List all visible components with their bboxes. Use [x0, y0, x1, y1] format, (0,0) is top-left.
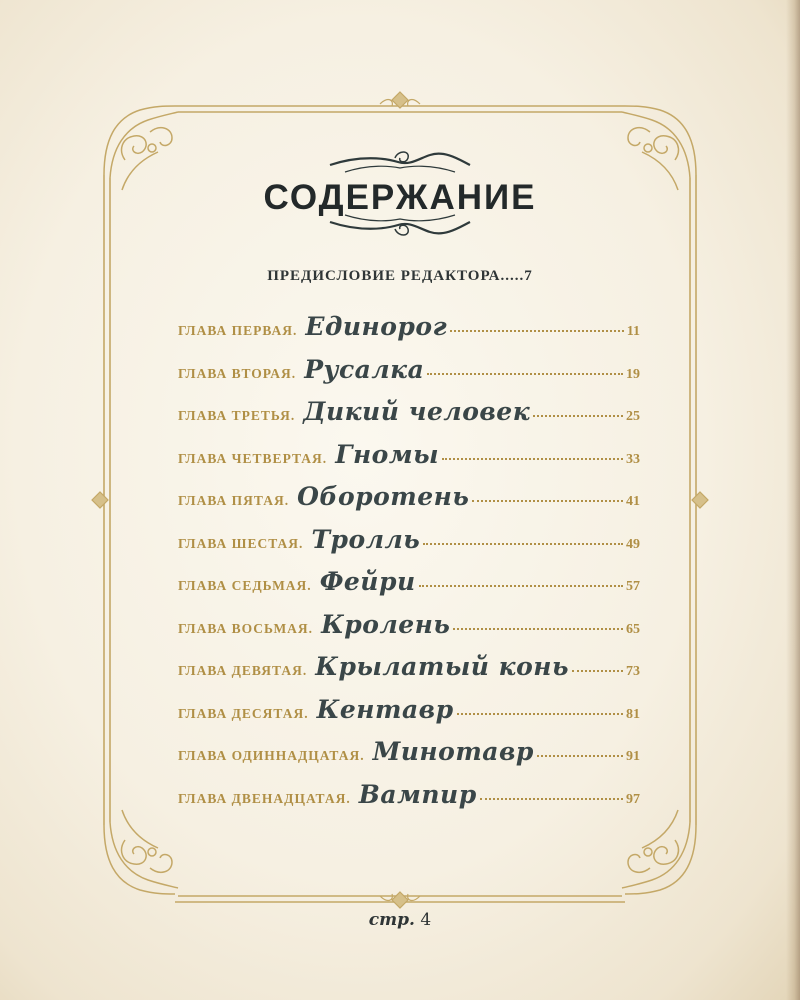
chapter-name: Гномы — [335, 439, 440, 469]
dot-leader — [427, 373, 623, 375]
chapter-label: ГЛАВА ШЕСТАЯ. — [178, 535, 304, 551]
toc-row[interactable] — [178, 482, 640, 525]
page-number: 25 — [626, 409, 640, 424]
page-number: 57 — [626, 579, 640, 594]
dot-leader — [419, 585, 623, 587]
chapter-label: ГЛАВА ДЕВЯТАЯ. — [178, 663, 308, 678]
page-number: 65 — [626, 621, 640, 637]
toc-row[interactable] — [178, 440, 640, 483]
page-number: 11 — [626, 324, 640, 339]
chapter-name: Минотавр — [372, 737, 534, 766]
table-of-contents — [178, 312, 640, 822]
chapter-label: ГЛАВА ВТОРАЯ. — [178, 365, 297, 381]
dot-leader — [423, 543, 623, 545]
toc-row[interactable] — [178, 355, 640, 398]
chapter-name: Кролень — [321, 609, 451, 639]
toc-row[interactable] — [178, 652, 640, 695]
chapter-label: ГЛАВА ЧЕТВЕРТАЯ. — [178, 450, 328, 466]
chapter-name: Оборотень — [297, 482, 470, 511]
chapter-label: ГЛАВА ТРЕТЬЯ. — [178, 408, 296, 423]
dot-leader — [572, 670, 623, 672]
chapter-name: Единорог — [305, 312, 448, 341]
dot-leader — [533, 415, 623, 417]
chapter-label: ГЛАВА ДЕСЯТАЯ. — [178, 705, 309, 721]
toc-row[interactable] — [178, 567, 640, 610]
page-title: СОДЕРЖАНИЕ — [263, 178, 537, 217]
chapter-label: ГЛАВА ВОСЬМАЯ. — [178, 620, 314, 636]
toc-row[interactable] — [178, 610, 640, 653]
dot-leader — [450, 330, 624, 332]
chapter-label: ГЛАВА ОДИННАДЦАТАЯ. — [178, 748, 365, 763]
page-number: 41 — [626, 494, 640, 509]
chapter-name: Вампир — [358, 779, 477, 809]
dot-leader — [453, 628, 623, 630]
dot-leader — [480, 798, 623, 800]
toc-row[interactable] — [178, 695, 640, 738]
page-number: 49 — [626, 536, 640, 552]
chapter-name: Тролль — [311, 524, 421, 554]
toc-row[interactable] — [178, 780, 640, 823]
page-number: 97 — [626, 791, 640, 807]
chapter-name: Русалка — [304, 354, 425, 384]
footer-page-number: 4 — [420, 910, 432, 930]
dot-leader — [442, 458, 623, 460]
toc-row[interactable] — [178, 737, 640, 780]
chapter-label: ГЛАВА ПЯТАЯ. — [178, 493, 290, 508]
dot-leader — [537, 755, 623, 757]
page-number: 73 — [626, 664, 640, 679]
page-abbr: стр. — [368, 910, 415, 930]
chapter-name: Фейри — [319, 567, 416, 596]
chapter-label: ГЛАВА ДВЕНАДЦАТАЯ. — [178, 790, 351, 806]
chapter-name: Дикий человек — [303, 397, 531, 426]
dot-leader — [457, 713, 623, 715]
chapter-name: Крылатый конь — [315, 652, 569, 681]
page-number: 91 — [626, 749, 640, 764]
dot-leader — [472, 500, 623, 502]
page-number: 33 — [626, 451, 640, 467]
page-number: 81 — [626, 706, 640, 722]
chapter-label: ГЛАВА ПЕРВАЯ. — [178, 323, 298, 338]
toc-row[interactable] — [178, 312, 640, 355]
toc-row[interactable] — [178, 397, 640, 440]
page-footer — [0, 910, 800, 930]
chapter-label: ГЛАВА СЕДЬМАЯ. — [178, 578, 312, 593]
page-number: 19 — [626, 366, 640, 382]
toc-row[interactable] — [178, 525, 640, 568]
chapter-name: Кентавр — [316, 694, 454, 724]
preface-entry: ПРЕДИСЛОВИЕ РЕДАКТОРА.....7 — [267, 268, 533, 284]
